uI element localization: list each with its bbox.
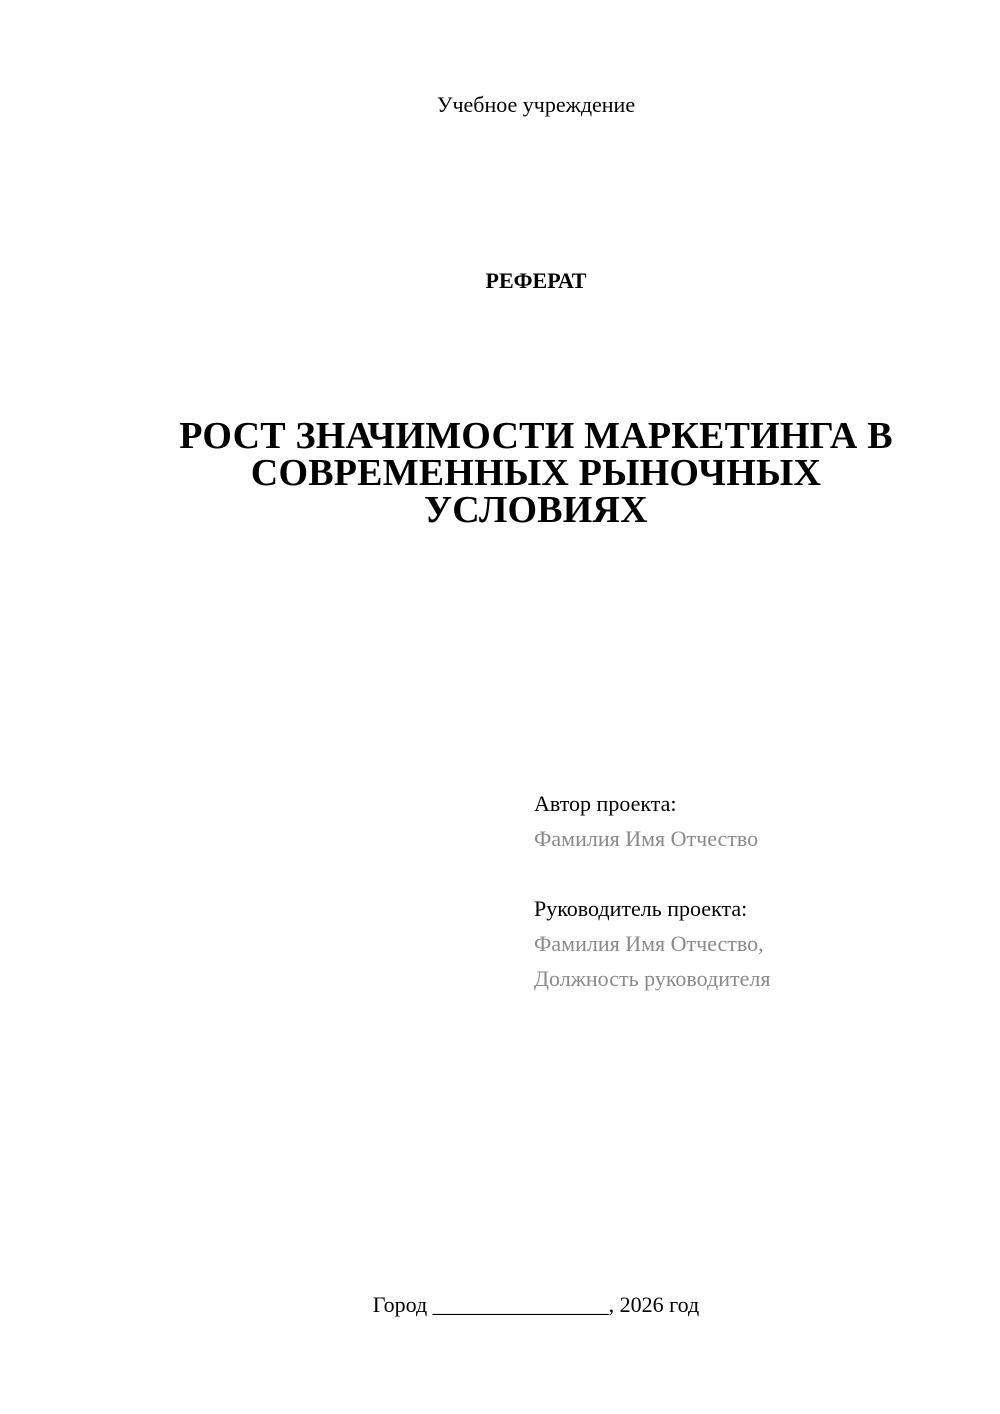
supervisor-name: Фамилия Имя Отчество, bbox=[534, 931, 764, 956]
credits-block bbox=[534, 786, 974, 996]
document-type-label: РЕФЕРАТ bbox=[485, 268, 587, 293]
credits-spacer bbox=[534, 856, 974, 891]
institution-name: Учебное учреждение bbox=[436, 92, 636, 117]
author-label: Автор проекта: bbox=[534, 791, 677, 816]
supervisor-position: Должность руководителя bbox=[534, 966, 771, 991]
city-year-line: Город ________________, 2026 год bbox=[372, 1292, 700, 1317]
document-title: РОСТ ЗНАЧИМОСТИ МАРКЕТИНГА В СОВРЕМЕННЫХ РЫНОЧНЫХ УСЛОВИЯХ bbox=[179, 415, 893, 531]
supervisor-label: Руководитель проекта: bbox=[534, 896, 748, 921]
author-name: Фамилия Имя Отчество bbox=[534, 826, 759, 851]
